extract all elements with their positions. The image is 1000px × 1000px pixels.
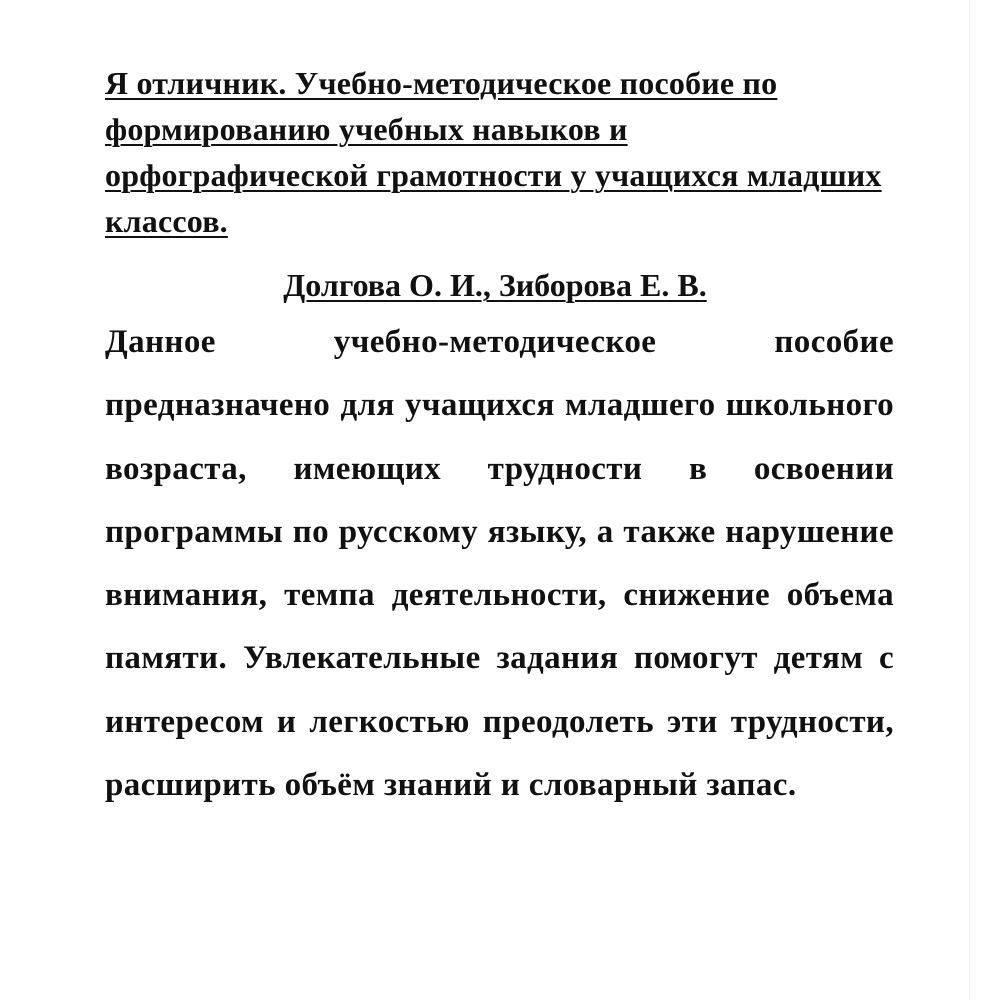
book-authors: Долгова О. И., Зиборова Е. В.	[283, 267, 707, 303]
book-description: Данное учебно-методическое пособие предназначено для учащихся младшего школьного возраста, имеющих трудности в освоении программы по русскому языку, а также нарушение внимания, темпа деятельности, снижение объема памяти. Увлекательные задания помогут детям с интересом и легкостью преодолеть эти трудности, расширить объём знаний и словарный запас.	[105, 324, 894, 804]
book-title: Я отличник. Учебно-методическое пособие по формированию учебных навыков и орфографической грамотности у учащихся младших классов.	[105, 65, 882, 239]
page-edge-divider	[969, 0, 970, 1000]
